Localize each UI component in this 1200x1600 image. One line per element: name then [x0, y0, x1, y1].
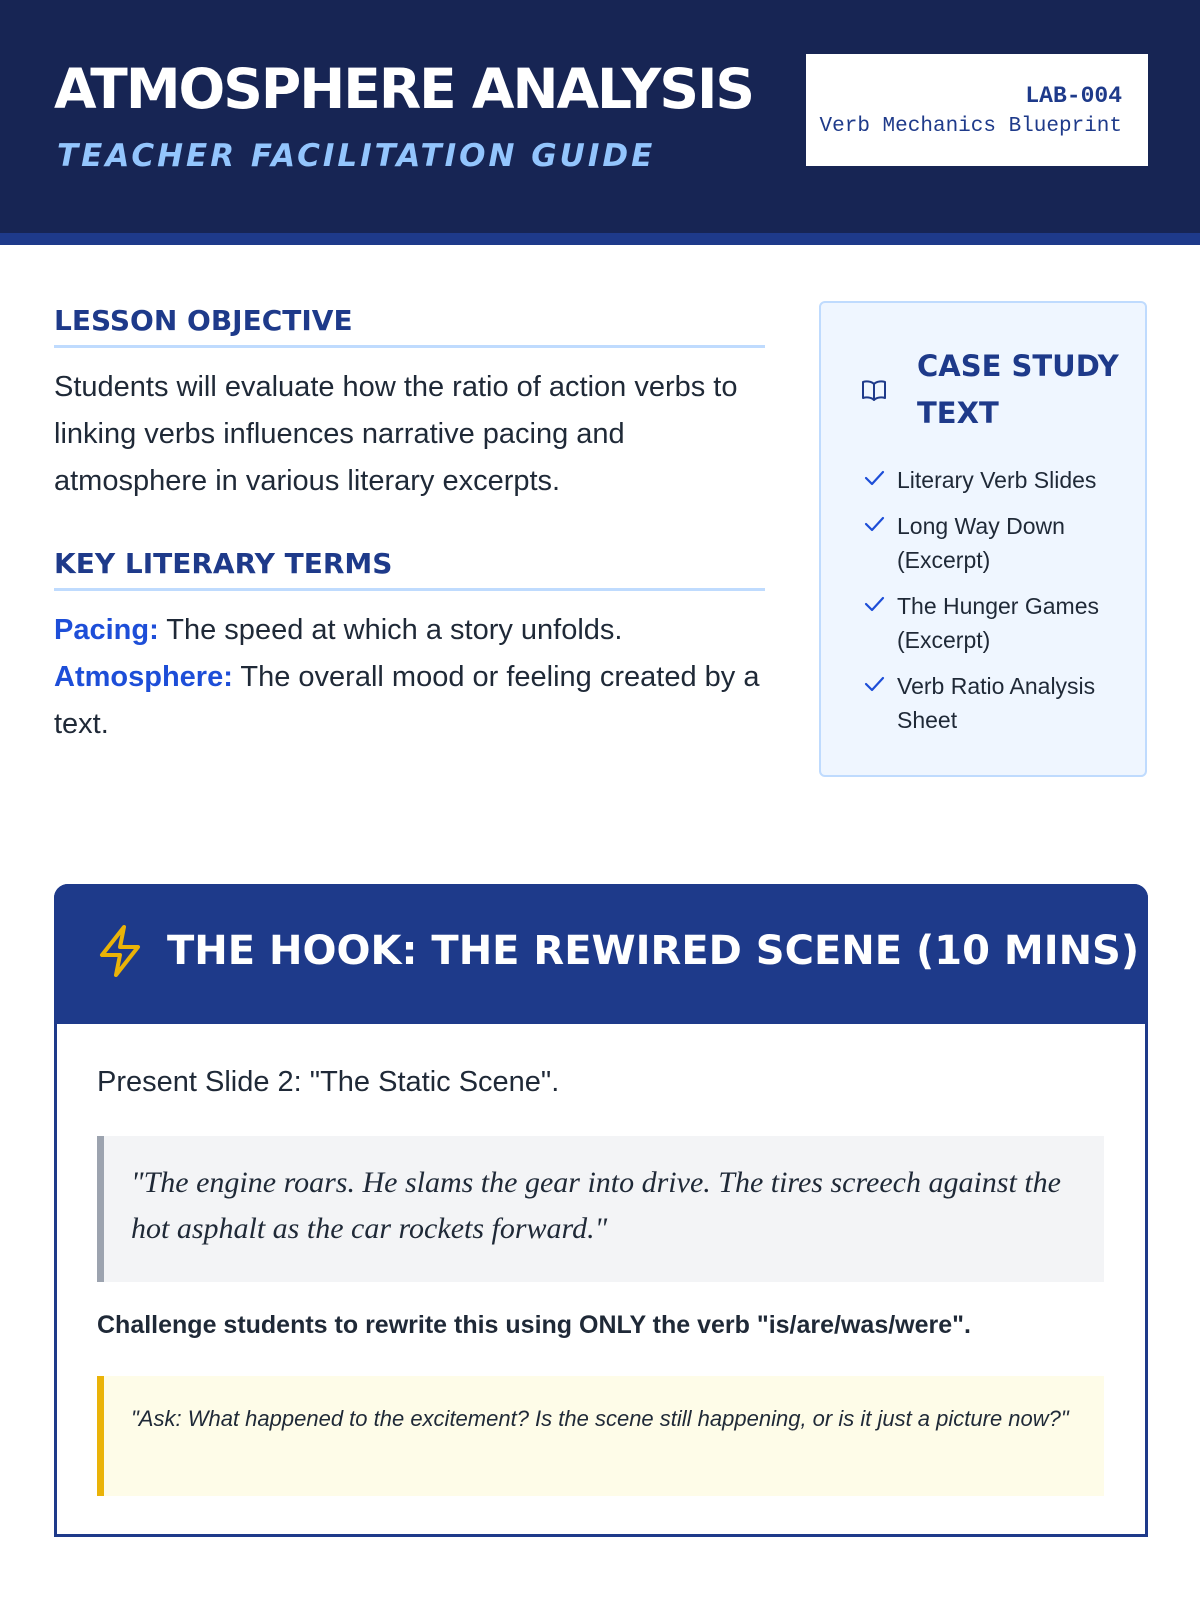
book-icon [861, 379, 887, 401]
case-study-panel [819, 301, 1147, 777]
hook-quote: "The engine roars. He slams the gear into drive. The tires screech against the hot asphalt as the car rockets forward." [97, 1136, 1104, 1282]
terms-heading: KEY LITERARY TERMS [54, 546, 765, 591]
list-item [861, 589, 1131, 657]
page-title: ATMOSPHERE ANALYSIS [54, 57, 754, 121]
term-pacing-definition: The speed at which a story unfolds. [158, 614, 623, 646]
lab-card [806, 54, 1148, 166]
check-icon [863, 593, 885, 615]
case-study-list [861, 463, 1131, 737]
check-icon [863, 513, 885, 535]
objective-heading: LESSON OBJECTIVE [54, 303, 765, 348]
page-header [0, 0, 1200, 233]
hook-ask-prompt: "Ask: What happened to the excitement? Is the scene still happening, or is it just a picture now?" [97, 1376, 1104, 1496]
list-item [861, 669, 1131, 737]
hook-challenge: Challenge students to rewrite this using ONLY the verb "is/are/was/were". [97, 1311, 971, 1339]
lightning-icon [96, 924, 144, 978]
case-study-title: CASE STUDY TEXT [917, 349, 1119, 430]
check-icon [863, 673, 885, 695]
case-study-item-label: Literary Verb Slides [897, 467, 1097, 493]
lab-name: Verb Mechanics Blueprint [819, 115, 1122, 138]
case-study-item-label: The Hunger Games (Excerpt) [897, 593, 1099, 653]
case-study-item-label: Verb Ratio Analysis Sheet [897, 673, 1096, 733]
term-atmosphere-definition: The overall mood or feeling created by a text. [54, 661, 760, 740]
page-subtitle: TEACHER FACILITATION GUIDE [57, 138, 656, 174]
hook-intro: Present Slide 2: "The Static Scene". [97, 1066, 560, 1098]
check-icon [863, 467, 885, 489]
list-item [861, 463, 1131, 497]
list-item [861, 509, 1131, 577]
case-study-item-label: Long Way Down (Excerpt) [897, 513, 1065, 573]
header-divider [0, 233, 1200, 245]
hook-title: THE HOOK: THE REWIRED SCENE (10 MINS) [167, 928, 1140, 974]
terms-list [54, 607, 774, 748]
hook-panel [54, 884, 1148, 1537]
term-pacing: Pacing: [54, 614, 159, 646]
objective-text: Students will evaluate how the ratio of action verbs to linking verbs influences narrative pacing and atmosphere in various literary excerpts. [54, 371, 738, 497]
lab-code: LAB-004 [1025, 83, 1122, 109]
term-atmosphere: Atmosphere: [54, 661, 233, 693]
hook-header [54, 884, 1148, 1024]
